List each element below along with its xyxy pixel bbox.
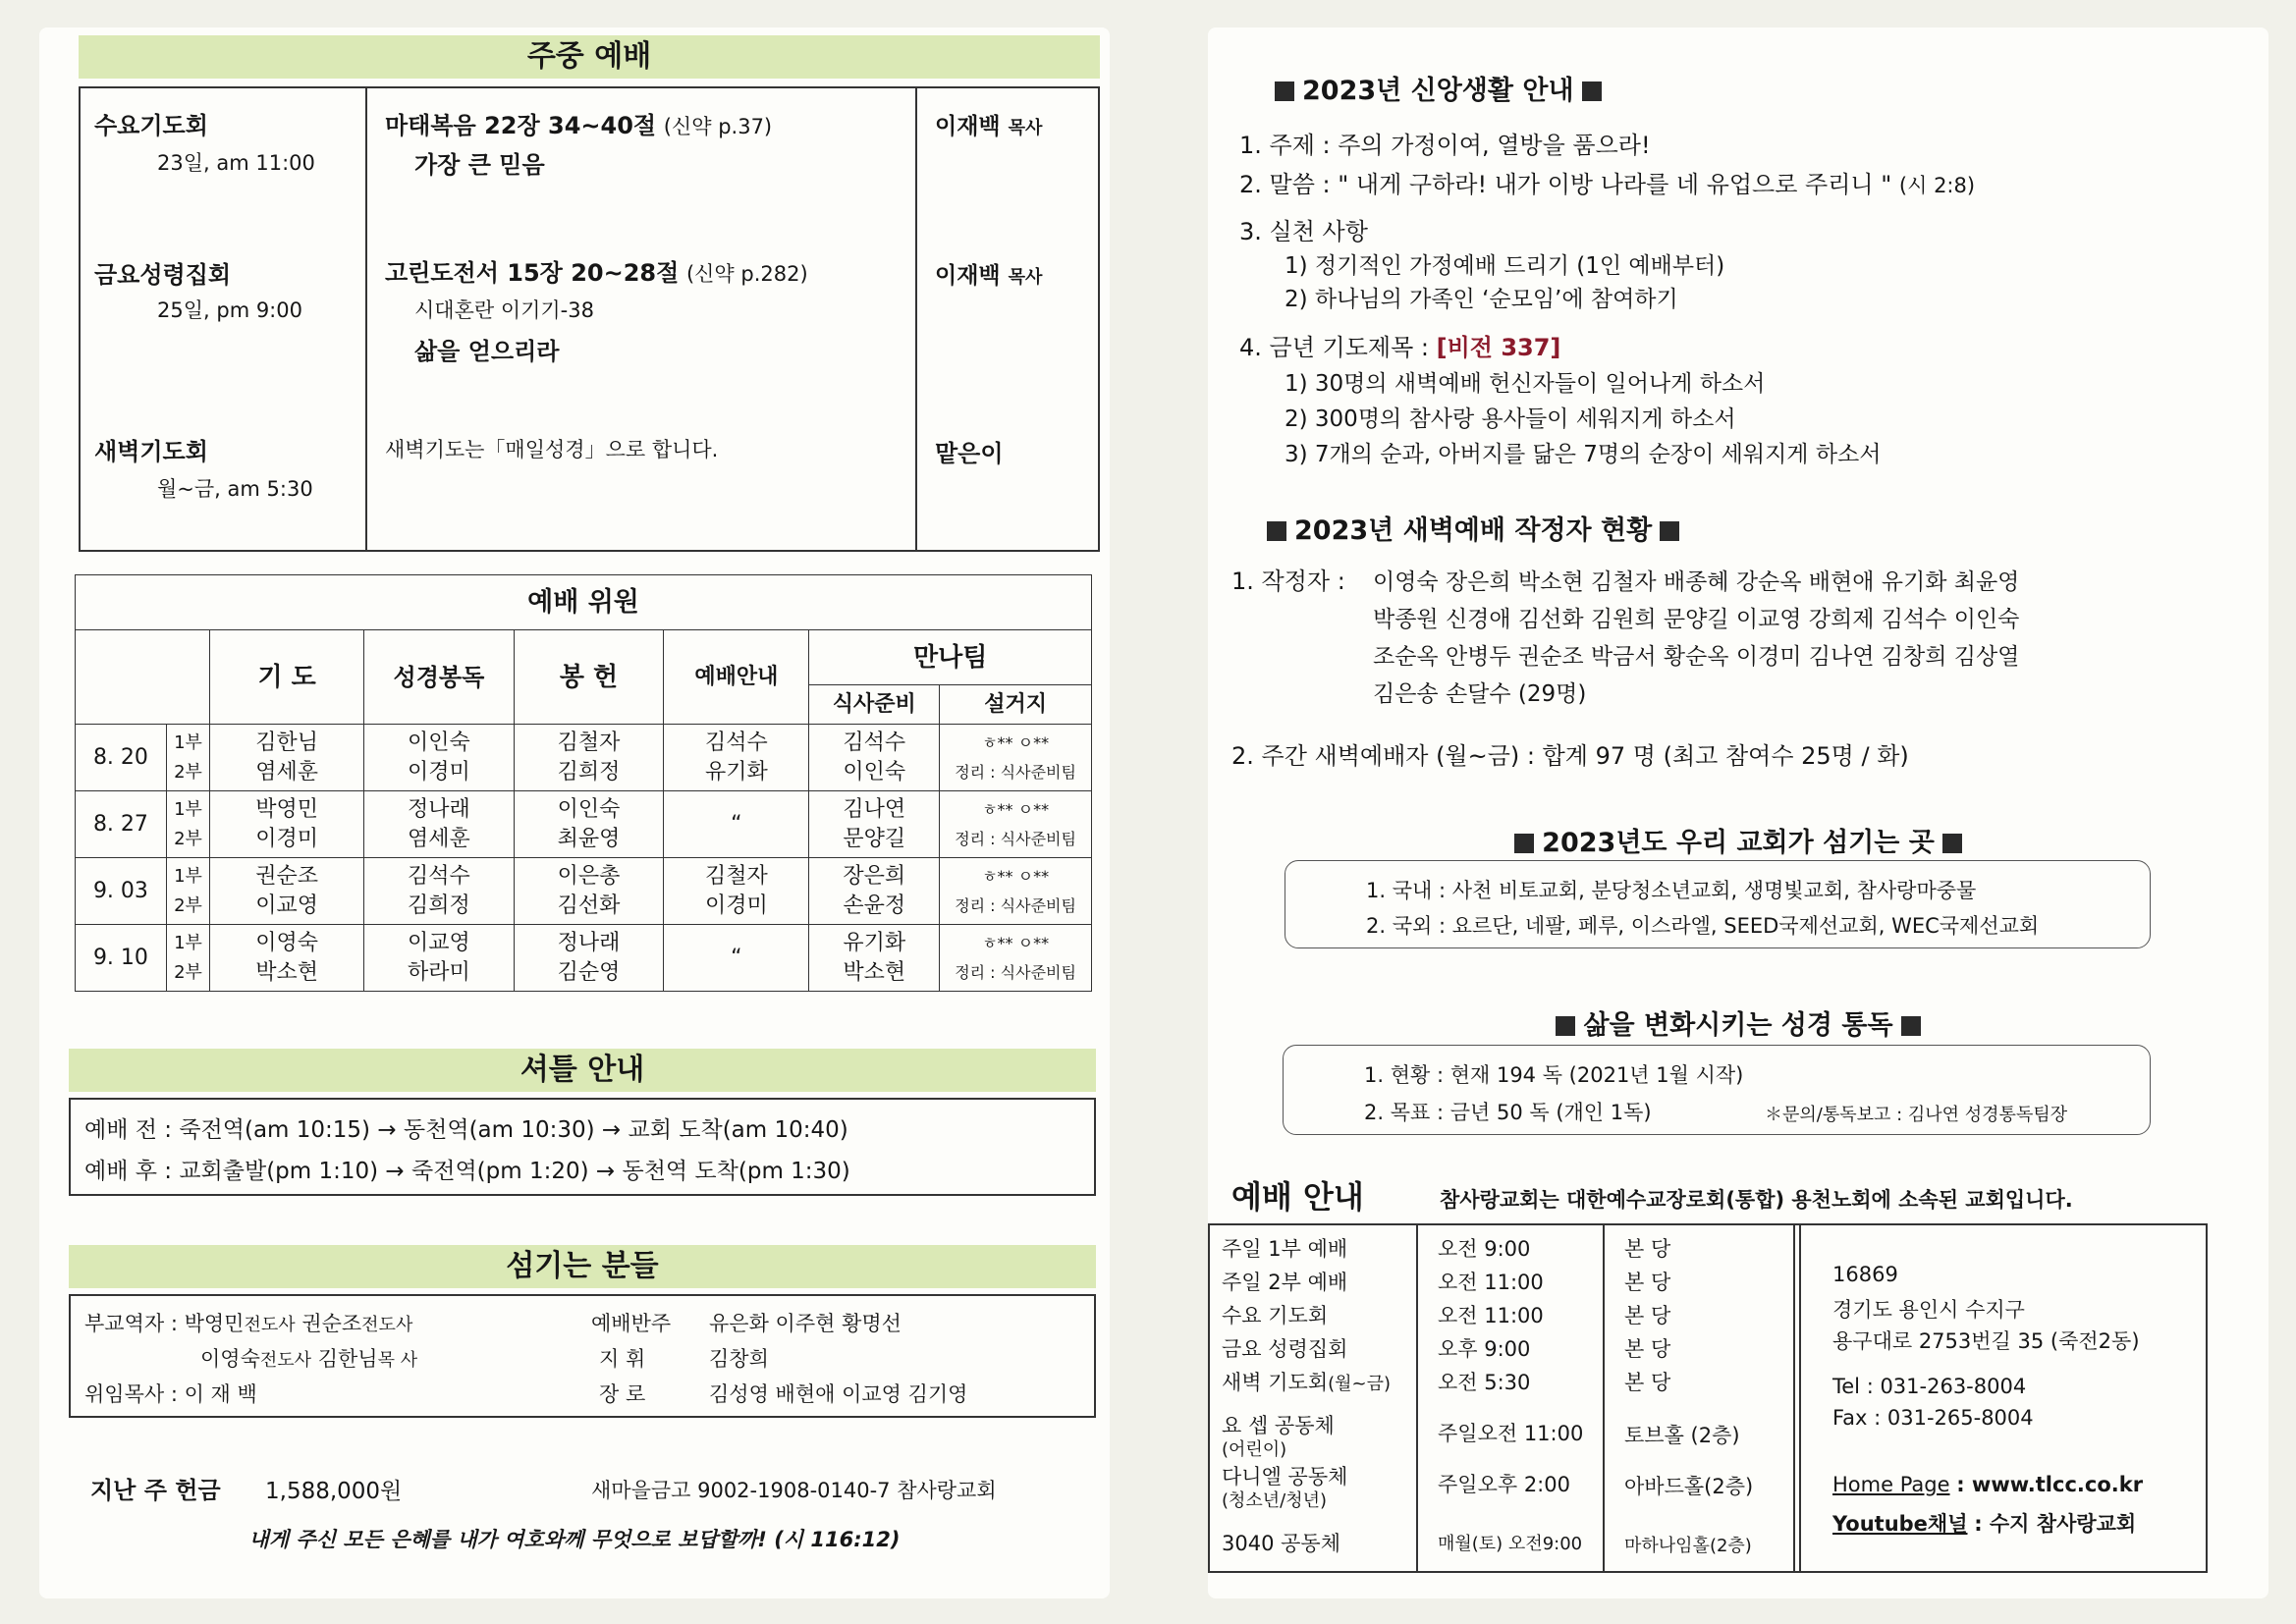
assoc-2-title: 전도사: [361, 1315, 413, 1335]
service-place: 아바드홀(2층): [1624, 1475, 1754, 1498]
dishes-2: 정리 : 식사준비팀: [955, 962, 1076, 982]
fri-preacher-title: 목사: [1008, 267, 1043, 288]
square-bullet-icon: [1267, 521, 1286, 541]
dawn-prayer-note: 새벽기도는「매일성경」으로 합니다.: [385, 438, 719, 461]
wed-prayer-name: 수요기도회: [94, 112, 208, 139]
accomp-label: 예배반주: [591, 1312, 672, 1335]
dishes-1: ㅎ** ㅇ**: [982, 732, 1050, 752]
dawn-preacher: 맡은이: [935, 440, 1004, 467]
usher-1: 김석수: [705, 730, 768, 755]
service-time: 오전 11:00: [1438, 1304, 1544, 1327]
part-1: 1부: [174, 932, 202, 953]
service-place: 본 당: [1624, 1337, 1671, 1361]
faith-practice-2: 2) 하나님의 가족인 ‘순모임’에 참여하기: [1285, 287, 1678, 312]
service-name: 수요 기도회: [1222, 1304, 1329, 1327]
offering-amount: 1,588,000원: [265, 1479, 403, 1504]
part-2: 2부: [174, 961, 202, 983]
mission-domestic: 1. 국내 : 사천 비토교회, 분당청소년교회, 생명빛교회, 참사랑마중물: [1366, 879, 1977, 902]
row-date: 9. 10: [76, 925, 167, 992]
service-time: 오전 11:00: [1438, 1271, 1544, 1294]
dawn-label: 1. 작정자 :: [1231, 568, 1345, 595]
prayer-topic-1: 1) 30명의 새벽예배 헌신자들이 일어나게 하소서: [1285, 371, 1766, 397]
part-2: 2부: [174, 761, 202, 783]
service-place: 본 당: [1624, 1237, 1671, 1261]
assoc-1-title: 전도사: [244, 1315, 296, 1335]
reading-1: 이교영: [408, 930, 470, 955]
mission-title: 2023년도 우리 교회가 섬기는 곳: [1542, 828, 1935, 858]
wed-preacher-title: 목사: [1008, 118, 1043, 138]
assoc-4: 김한님: [317, 1347, 378, 1371]
dawn-names-line-1: 이영숙 장은희 박소현 김철자 배종혜 강순옥 배현애 유기화 최윤영: [1373, 569, 2020, 595]
bible-title-row: [1208, 1003, 2269, 1042]
weekly-worship-box: [79, 86, 1100, 552]
reading-2: 이경미: [408, 759, 470, 785]
prayer-1: 박영민: [255, 796, 318, 822]
mission-title-row: [1208, 821, 2269, 859]
wed-preacher: 이재백: [935, 114, 1001, 139]
reading-1: 김석수: [408, 863, 470, 889]
usher-1: “: [731, 811, 742, 837]
reading-2: 하라미: [408, 959, 470, 985]
dawn-weekly: 2. 주간 새벽예배자 (월~금) : 합계 97 명 (최고 참여수 25명 / 화): [1231, 742, 1909, 770]
dishes-2: 정리 : 식사준비팀: [955, 829, 1076, 848]
service-sub: (월~금): [1328, 1374, 1392, 1394]
service-time: 오전 5:30: [1438, 1371, 1531, 1394]
service-schedule: [1210, 1225, 1793, 1571]
offering-2: 김선화: [557, 893, 621, 918]
table-row: [76, 791, 1092, 858]
dawn-names-line-4: 김은송 손달수 (29명): [1373, 681, 1587, 707]
service-title: 예배 안내: [1231, 1178, 1364, 1216]
fri-series: 시대혼란 이기기-38: [414, 298, 594, 322]
elder-names: 김성영 배현애 이교영 김기영: [709, 1382, 968, 1406]
dawn-title-row: [1259, 509, 1687, 547]
service-place: 본 당: [1624, 1304, 1671, 1327]
wed-scripture: 마태복음 22장 34~40절: [385, 112, 657, 139]
service-time: 오전 9:00: [1438, 1237, 1531, 1261]
prayer-1: 이영숙: [255, 930, 318, 955]
table-row: [76, 858, 1092, 925]
senior-label: 위임목사 :: [84, 1382, 178, 1406]
square-bullet-icon: [1514, 834, 1534, 853]
dishes-1: ㅎ** ㅇ**: [982, 933, 1050, 952]
meal-1: 김석수: [843, 730, 906, 755]
dishes-2: 정리 : 식사준비팀: [955, 895, 1076, 915]
part-2: 2부: [174, 828, 202, 849]
duty-table: [75, 574, 1092, 992]
service-time: 매월(토) 오전9:00: [1438, 1534, 1583, 1554]
conductor-name: 김창희: [709, 1347, 769, 1371]
row-date: 8. 27: [76, 791, 167, 858]
service-time: 주일오후 2:00: [1438, 1473, 1570, 1496]
part-1: 1부: [174, 865, 202, 887]
dawn-prayer-name: 새벽기도회: [94, 438, 208, 465]
dawn-prayer-time: 월~금, am 5:30: [157, 477, 313, 501]
service-sub: (청소년/청년): [1222, 1490, 1328, 1511]
service-name: 금요 성령집회: [1222, 1337, 1348, 1361]
fri-scripture-ref: (신약 p.282): [685, 262, 808, 286]
header-prayer: 기 도: [210, 630, 364, 725]
home-page-link[interactable]: : www.tlcc.co.kr: [1956, 1473, 2144, 1496]
service-name: 요 셉 공동체: [1222, 1414, 1335, 1437]
servants-box: [69, 1294, 1096, 1418]
bible-contact: ＊문의/통독보고 : 김나연 성경통독팀장: [1765, 1105, 2068, 1125]
square-bullet-icon: [1901, 1016, 1921, 1036]
fri-preacher: 이재백: [935, 263, 1001, 289]
shuttle-title: 셔틀 안내: [519, 1053, 645, 1087]
bible-title: 삶을 변화시키는 성경 통독: [1583, 1010, 1893, 1041]
row-date: 9. 03: [76, 858, 167, 925]
service-name: 다니엘 공동체: [1222, 1465, 1348, 1489]
fri-sermon-title: 삶을 얻으리라: [414, 338, 560, 365]
assoc-3-title: 전도사: [259, 1350, 312, 1371]
service-box: [1208, 1223, 2208, 1573]
address-line-2: 용구대로 2753번길 35 (죽전2동): [1832, 1329, 2140, 1353]
conductor-label: 지 휘: [599, 1347, 646, 1371]
service-name: 새벽 기도회: [1222, 1371, 1329, 1394]
right-page: [1208, 27, 2269, 1598]
zip-code: 16869: [1832, 1263, 1898, 1286]
dawn-names: [1373, 564, 2019, 713]
duty-title: 예배 위원: [76, 575, 1092, 630]
header-dishes: 설거지: [940, 685, 1092, 725]
weekly-worship-title: 주중 예배: [526, 39, 652, 74]
faith-word: 2. 말씀 : " 내게 구하라! 내가 이방 나라를 네 유업으로 주리니 ": [1239, 171, 1892, 198]
faith-title-row: [1267, 69, 1610, 107]
wed-sermon-title: 가장 큰 믿음: [414, 151, 545, 179]
square-bullet-icon: [1556, 1016, 1575, 1036]
service-name: 주일 1부 예배: [1222, 1237, 1348, 1261]
meal-1: 유기화: [843, 930, 906, 955]
fri-spirit-time: 25일, pm 9:00: [157, 298, 302, 322]
assoc-4-title: 목 사: [377, 1350, 418, 1371]
youtube-link[interactable]: : 수지 참사랑교회: [1974, 1512, 2137, 1536]
assoc-label: 부교역자 :: [84, 1312, 178, 1335]
prayer-1: 김한님: [255, 730, 318, 755]
square-bullet-icon: [1660, 521, 1679, 541]
shuttle-box: [69, 1098, 1096, 1196]
meal-2: 손윤정: [843, 893, 906, 918]
mission-overseas: 2. 국외 : 요르단, 네팔, 페루, 이스라엘, SEED국제선교회, WEC국제선교회: [1366, 914, 2040, 938]
reading-1: 정나래: [408, 796, 470, 822]
home-page-label: Home Page: [1832, 1473, 1950, 1496]
shuttle-after: 예배 후 : 교회출발(pm 1:10) → 죽전역(pm 1:20) → 동천역 도착(pm 1:30): [84, 1159, 850, 1184]
square-bullet-icon: [1942, 834, 1962, 853]
meal-1: 김나연: [843, 796, 906, 822]
dawn-title: 2023년 새벽예배 작정자 현황: [1294, 515, 1653, 546]
fri-scripture: 고린도전서 15장 20~28절: [385, 259, 680, 287]
bank-account: 새마을금고 9002-1908-0140-7 참사랑교회: [591, 1479, 997, 1502]
wed-scripture-ref: (신약 p.37): [663, 115, 773, 138]
faith-practice: 3. 실천 사항: [1239, 218, 1368, 245]
usher-2: 유기화: [705, 759, 768, 785]
service-sub: (어린이): [1222, 1439, 1287, 1460]
prayer-2: 이경미: [255, 826, 318, 851]
elder-label: 장 로: [599, 1382, 646, 1406]
offering-2: 김희정: [557, 759, 621, 785]
offering-1: 정나래: [557, 930, 621, 955]
assoc-2: 권순조: [301, 1312, 362, 1335]
part-1: 1부: [174, 731, 202, 753]
square-bullet-icon: [1275, 81, 1294, 101]
service-name: 3040 공동체: [1222, 1532, 1340, 1555]
left-page: [39, 27, 1110, 1598]
header-reading: 성경봉독: [364, 630, 515, 725]
faith-practice-1: 1) 정기적인 가정예배 드리기 (1인 예배부터): [1285, 253, 1725, 279]
square-bullet-icon: [1582, 81, 1602, 101]
header-manna: 만나팀: [809, 630, 1092, 685]
service-name: 주일 2부 예배: [1222, 1271, 1348, 1294]
dishes-1: ㅎ** ㅇ**: [982, 799, 1050, 819]
servants-header: [69, 1245, 1096, 1288]
prayer-topic-label: 4. 금년 기도제목 :: [1239, 334, 1429, 361]
service-place: 본 당: [1624, 1271, 1671, 1294]
offering-2: 최윤영: [557, 826, 621, 851]
header-offering: 봉 헌: [514, 630, 664, 725]
row-date: 8. 20: [76, 725, 167, 791]
address-line-1: 경기도 용인시 수지구: [1832, 1298, 2025, 1322]
prayer-1: 권순조: [255, 863, 318, 889]
bible-goal: 2. 목표 : 금년 50 독 (개인 1독): [1364, 1101, 1652, 1124]
assoc-1: 박영민: [184, 1312, 245, 1335]
prayer-topic-2: 2) 300명의 참사랑 용사들이 세워지게 하소서: [1285, 406, 1736, 432]
usher-1: 김철자: [705, 863, 768, 889]
offering-1: 이은총: [557, 863, 621, 889]
shuttle-header: [69, 1049, 1096, 1092]
accomp-names: 유은화 이주현 황명선: [709, 1312, 902, 1335]
meal-2: 이인숙: [843, 759, 906, 785]
bible-box: [1283, 1045, 2151, 1135]
service-place: 토브홀 (2층): [1624, 1424, 1740, 1447]
dawn-names-line-3: 조순옥 안병두 권순조 박금서 황순옥 이경미 김나연 김창희 김상열: [1373, 644, 2020, 670]
table-row: [76, 725, 1092, 791]
weekly-worship-header: [79, 35, 1100, 79]
meal-1: 장은희: [843, 863, 906, 889]
duty-blank-header: [76, 630, 210, 725]
offering-1: 김철자: [557, 730, 621, 755]
tel: Tel : 031-263-8004: [1832, 1375, 2027, 1398]
servants-title: 섬기는 분들: [506, 1249, 659, 1283]
youtube-label: Youtube채널: [1832, 1512, 1968, 1536]
usher-1: “: [731, 945, 742, 970]
meal-2: 박소현: [843, 959, 906, 985]
senior-pastor: 이 재 백: [184, 1382, 257, 1406]
offering-label: 지난 주 헌금: [90, 1477, 221, 1504]
service-time: 주일오전 11:00: [1438, 1422, 1584, 1445]
header-usher: 예배안내: [664, 630, 809, 725]
prayer-2: 이교영: [255, 893, 318, 918]
mission-box: [1285, 860, 2151, 948]
faith-word-ref: (시 2:8): [1898, 174, 1976, 197]
prayer-2: 박소현: [255, 959, 318, 985]
service-time: 오후 9:00: [1438, 1337, 1531, 1361]
offering-1: 이인숙: [557, 796, 621, 822]
assoc-3: 이영숙: [200, 1347, 260, 1371]
reading-2: 김희정: [408, 893, 470, 918]
header-meal: 식사준비: [809, 685, 940, 725]
table-row: [76, 925, 1092, 992]
faith-theme: 1. 주제 : 주의 가정이여, 열방을 품으라!: [1239, 132, 1651, 159]
reading-1: 이인숙: [408, 730, 470, 755]
prayer-topic-3: 3) 7개의 순과, 아버지를 닮은 7명의 순장이 세워지게 하소서: [1285, 442, 1882, 467]
dishes-1: ㅎ** ㅇ**: [982, 866, 1050, 886]
service-place: 마하나임홀(2층): [1624, 1536, 1752, 1556]
fri-spirit-name: 금요성령집회: [94, 261, 232, 289]
meal-2: 문양길: [843, 826, 906, 851]
shuttle-before: 예배 전 : 죽전역(am 10:15) → 동천역(am 10:30) → 교회 도착(am 10:40): [84, 1117, 848, 1143]
reading-2: 염세훈: [408, 826, 470, 851]
vision-label: [비전 337]: [1436, 334, 1561, 361]
faith-title: 2023년 신앙생활 안내: [1302, 76, 1574, 106]
dishes-2: 정리 : 식사준비팀: [955, 762, 1076, 782]
offering-2: 김순영: [557, 959, 621, 985]
affiliation: 참사랑교회는 대한예수교장로회(통합) 용천노회에 소속된 교회입니다.: [1440, 1188, 2073, 1212]
dawn-names-line-2: 박종원 신경애 김선화 김원희 문양길 이교영 강희제 김석수 이인숙: [1373, 607, 2020, 632]
part-1: 1부: [174, 798, 202, 820]
closing-verse: 내게 주신 모든 은혜를 내가 여호와께 무엇으로 보답할까! (시 116:12): [248, 1528, 901, 1551]
fax: Fax : 031-265-8004: [1832, 1406, 2034, 1430]
part-2: 2부: [174, 894, 202, 916]
bible-status: 1. 현황 : 현재 194 독 (2021년 1월 시작): [1364, 1063, 1744, 1087]
prayer-2: 염세훈: [255, 759, 318, 785]
wed-prayer-time: 23일, am 11:00: [157, 151, 315, 175]
usher-2: 이경미: [705, 893, 768, 918]
service-place: 본 당: [1624, 1371, 1671, 1394]
